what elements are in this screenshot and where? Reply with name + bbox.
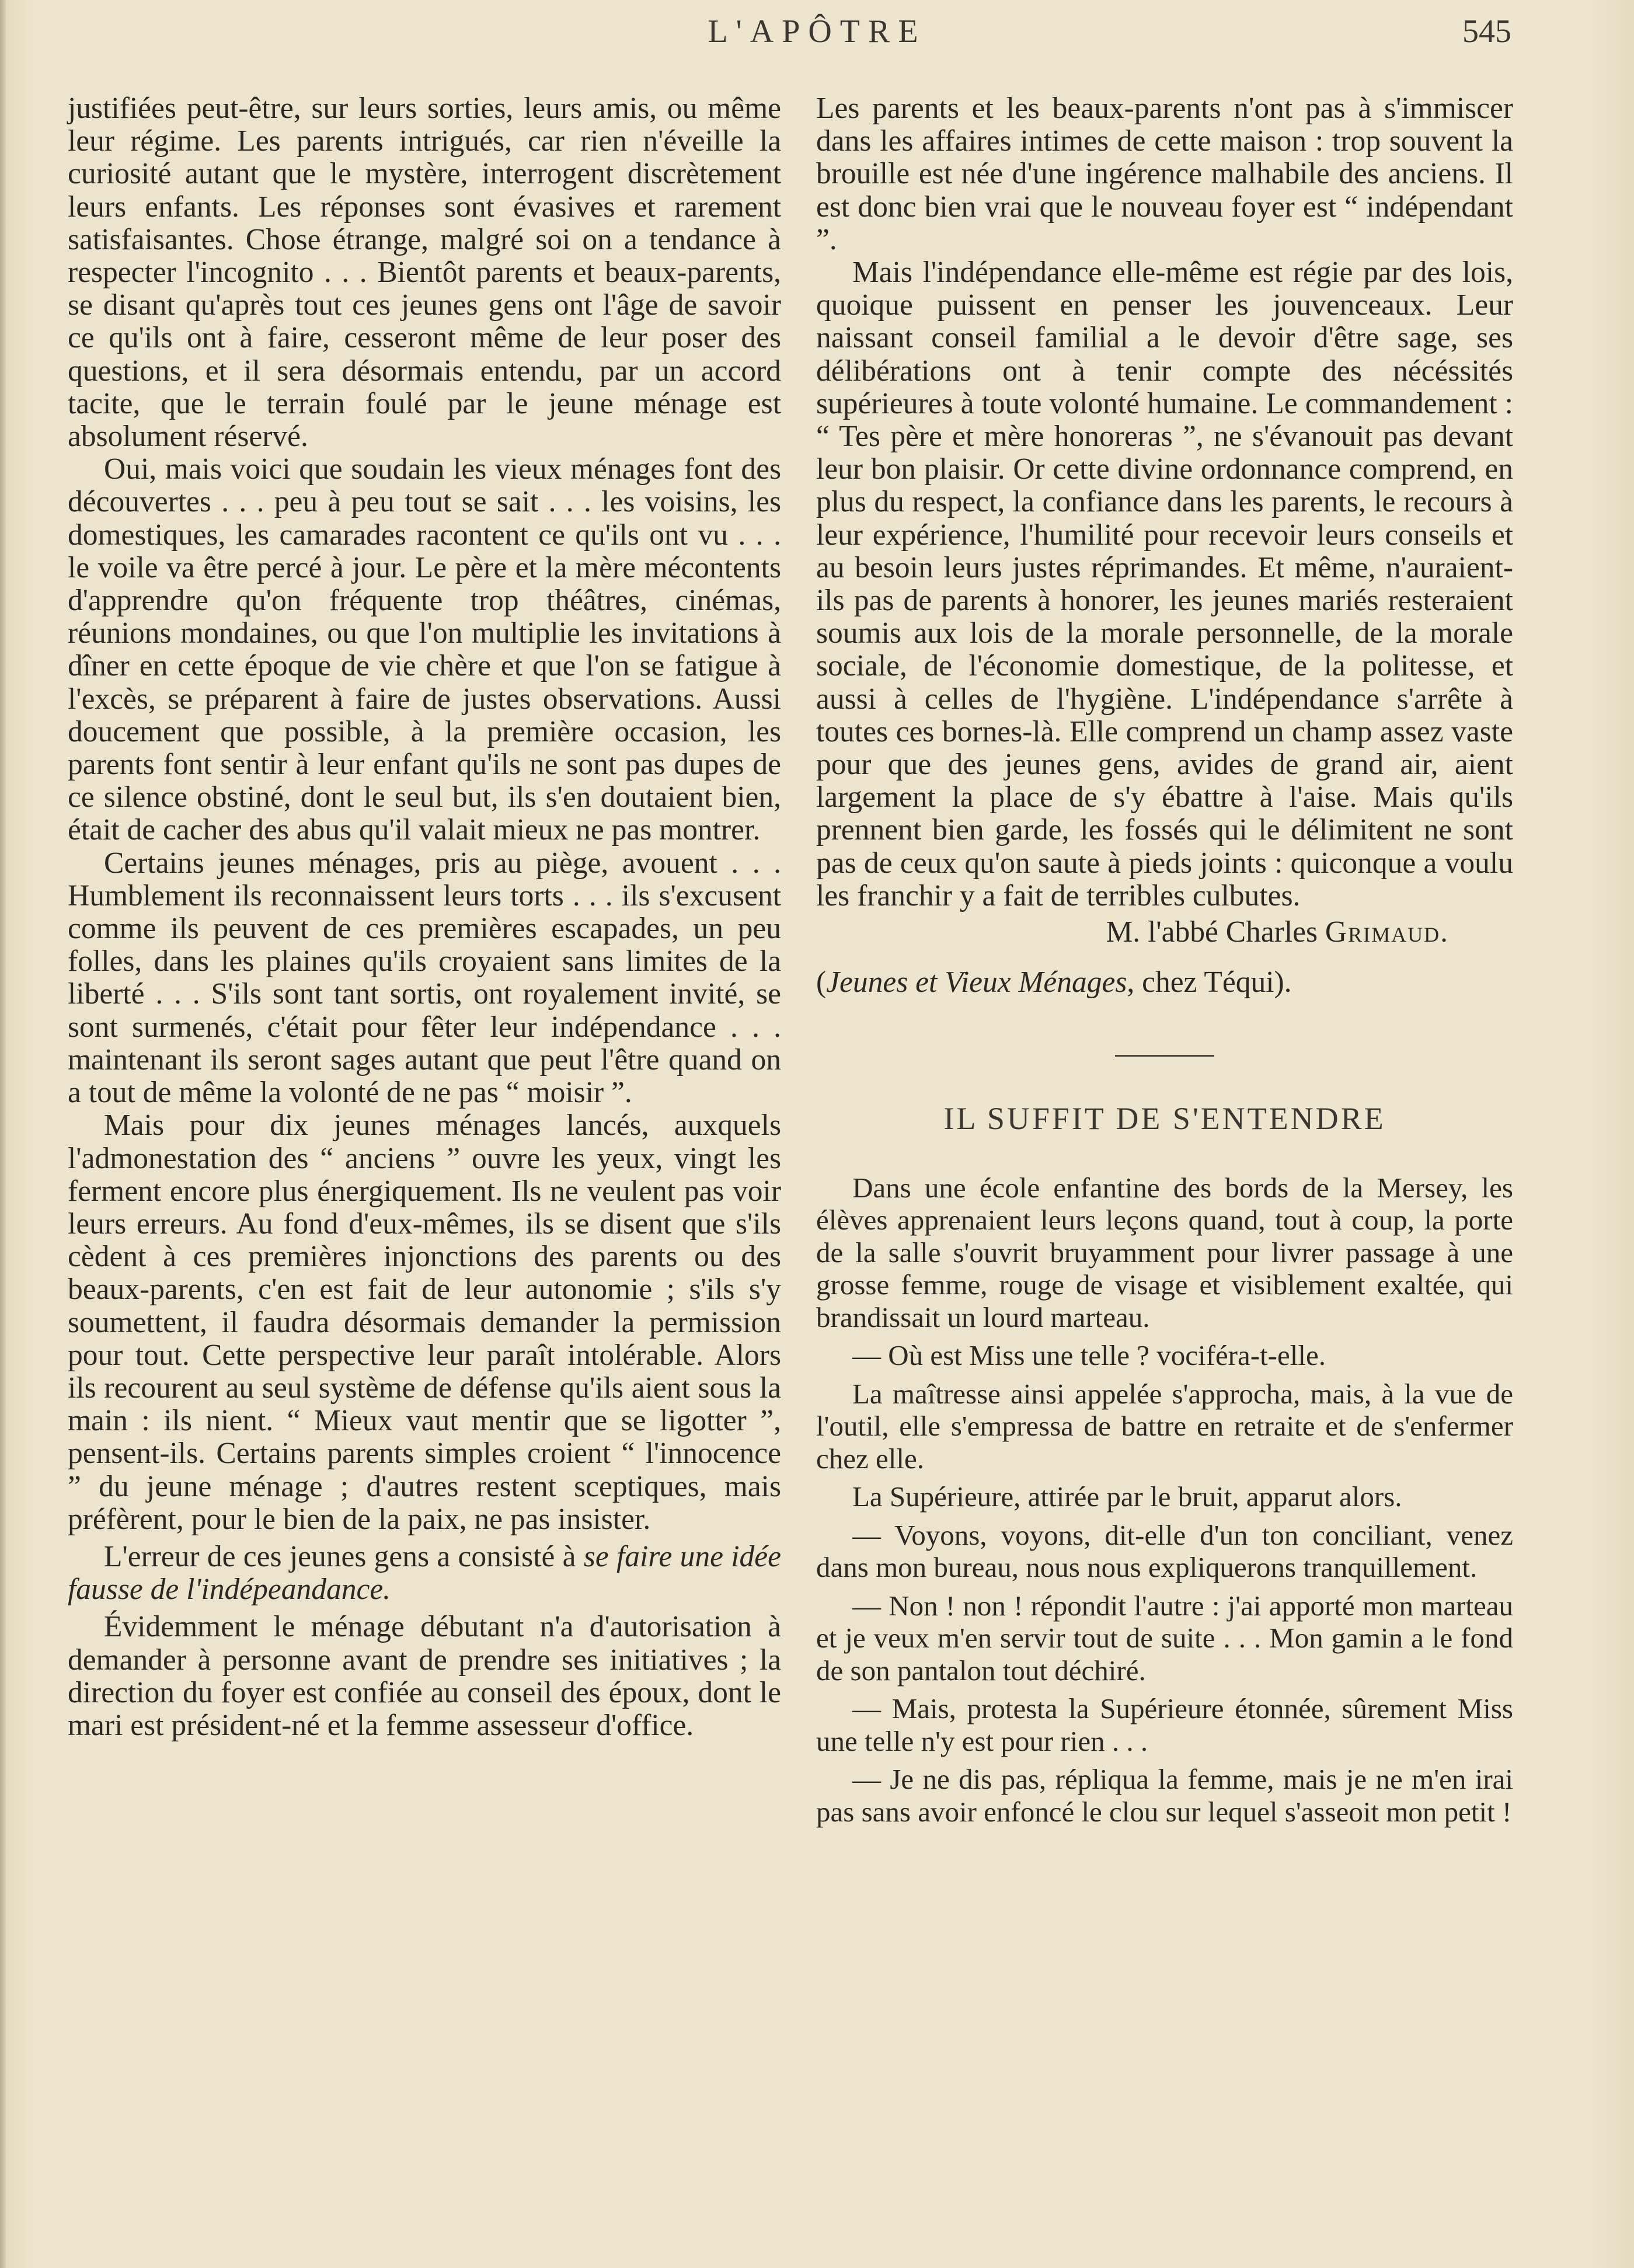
paragraph: justifiées peut-être, sur leurs sorties, leurs amis, ou même leur régime. Les parents intrigués, car rien n'éveille la curiosité autant que le mystère, interrogent discrètement leurs enfants. Les réponses sont évasives et rarement satisfaisantes. Chose étrange, malgré soi on a tendance à respecter l'incognito . . . Bientôt parents et beaux-parents, se disant qu'après tout ces jeunes gens ont l'âge de savoir ce qu'ils ont à faire, cesseront même de leur poser des questions, et il sera désormais entendu, par un accord tacite, que le terrain foulé par le jeune ménage est absolument réservé. [68, 92, 781, 454]
story-paragraph: — Je ne dis pas, répliqua la femme, mais je ne m'en irai pas sans avoir enfoncé le clou sur lequel s'asseoit mon petit ! [816, 1763, 1513, 1828]
story [816, 1172, 1513, 1828]
page-edge-shadow [0, 0, 6, 2268]
story-paragraph: — Non ! non ! répondit l'autre : j'ai apporté mon marteau et je veux m'en servir tout de suite . . . Mon gamin a le fond de son pantalon tout déchiré. [816, 1589, 1513, 1687]
story-paragraph: — Où est Miss une telle ? vociféra-t-elle. [852, 1339, 1326, 1372]
story-paragraph: La maîtresse ainsi appelée s'approcha, mais, à la vue de l'outil, elle s'empressa de battre en retraite et de s'enfermer chez elle. [816, 1377, 1513, 1475]
author-signature [816, 916, 1513, 949]
paragraph: Les parents et les beaux-parents n'ont pas à s'immiscer dans les affaires intimes de cette maison : trop souvent la brouille est née d'une ingérence malhabile des anciens. Il est donc bien vrai que le nouveau foyer est “ indépendant ”. [816, 92, 1513, 256]
paragraph: Évidemment le ménage débutant n'a d'autorisation à demander à personne avant de prendre ses initiatives ; la direction du foyer est confiée au conseil des époux, dont le mari est président-né et la femme assesseur d'office. [68, 1610, 781, 1742]
running-title: L'APÔTRE [708, 13, 926, 50]
story-paragraph: La Supérieure, attirée par le bruit, apparut alors. [852, 1480, 1402, 1513]
emphasis: se faire une idée fausse de l'indépeandance. [68, 1539, 781, 1607]
section-divider [1115, 1055, 1214, 1057]
paragraph [68, 1541, 781, 1606]
source-rest: , chez Téqui). [1127, 966, 1292, 999]
paragraph: Certains jeunes ménages, pris au piège, avouent . . . Humblement ils reconnaissent leurs torts . . . ils s'excusent comme ils peuvent de ces premières escapades, un peu folles, dans les plaines qu'ils croyaient sans limites de la liberté . . . S'ils sont tant sortis, ont royalement invité, se sont surmenés, c'était pour fêter leur indépendance . . . maintenant ils seront sages autant que peut l'être quand on a tout de même la volonté de ne pas “ moisir ”. [68, 846, 781, 1110]
story-paragraph: — Mais, protesta la Supérieure étonnée, sûrement Miss une telle n'y est pour rien . . . [816, 1692, 1513, 1757]
paragraph: Oui, mais voici que soudain les vieux ménages font des découvertes . . . peu à peu tout se sait . . . les voisins, les domestiques, les camarades racontent ce qu'ils ont vu . . . le voile va être percé à jour. Le père et la mère mécontents d'apprendre qu'on fréquente trop théâtres, cinémas, réunions mondaines, ou que l'on multiplie les invitations à dîner en cette époque de vie chère et que l'on se fatigue à l'excès, se préparent à faire de justes observations. Aussi doucement que possible, à la première occasion, les parents font sentir à leur enfant qu'ils ne sont pas dupes de ce silence obstiné, dont le seul but, ils s'en doutaient bien, était de cacher des abus qu'il valait mieux ne pas montrer. [68, 452, 781, 847]
section-title: IL SUFFIT DE S'ENTENDRE [943, 1101, 1386, 1137]
story-paragraph: Dans une école enfantine des bords de la Mersey, les élèves apprenaient leurs leçons quand, tout à coup, la porte de la salle s'ouvrit bruyamment pour livrer passage à une grosse femme, rouge de visage et visiblement exaltée, qui brandissait un lourd marteau. [816, 1171, 1513, 1333]
paragraph-lead: L'erreur de ces jeunes gens a consisté à [104, 1539, 584, 1573]
signature-name: Grimaud. [1325, 915, 1449, 949]
left-column [68, 92, 781, 1742]
paragraph: Mais l'indépendance elle-même est régie par des lois, quoique puissent en penser les jouvenceaux. Leur naissant conseil familial a le devoir d'être sage, ses délibérations ont à tenir compte des nécéssités supérieures à toute volonté humaine. Le commandement : “ Tes père et mère honoreras ”, ne s'évanouit pas devant leur bon plaisir. Or cette divine ordonnance comprend, en plus du respect, la confiance dans les parents, le recours à leur expérience, l'humilité pour recevoir leurs conseils et au besoin leurs justes réprimandes. Et même, n'auraient-ils pas de parents à honorer, les jeunes mariés resteraient soumis aux lois de la morale personnelle, de la morale sociale, de l'économie domestique, de la politesse, et aussi à celles de l'hygiène. L'indépendance s'arrête à toutes ces bornes-là. Elle comprend un champ assez vaste pour que des jeunes gens, avides de grand air, aient largement la place de s'y ébattre à l'aise. Mais qu'ils prennent bien garde, les fossés qui le délimitent ne sont pas de ceux qu'on saute à pieds joints : quiconque a voulu les franchir y a fait de terribles culbutes. [816, 256, 1513, 912]
right-column [816, 92, 1513, 1828]
page-number: 545 [1462, 13, 1511, 50]
source-citation [816, 966, 1513, 999]
running-head [0, 13, 1634, 60]
source-open: ( [816, 966, 827, 999]
paragraph: Mais pour dix jeunes ménages lancés, auxquels l'admonestation des “ anciens ” ouvre les yeux, vingt les ferment encore plus énergiquement. Ils ne veulent pas voir leurs erreurs. Au fond d'eux-mêmes, ils se disent que s'ils cèdent à ces premières injonctions des parents ou des beaux-parents, c'en est fait de leur autonomie ; s'ils s'y soumettent, il faudra désormais demander la permission pour tout. Cette perspective leur paraît intolérable. Alors ils recourent au seul système de défense qu'ils aient sous la main : ils nient. “ Mieux vaut mentir que se ligotter ”, pensent-ils. Certains parents simples croient “ l'innocence ” du jeune ménage ; d'autres restent sceptiques, mais préfèrent, pour le bien de la paix, ne pas insister. [68, 1109, 781, 1536]
source-title: Jeunes et Vieux Ménages [826, 966, 1127, 999]
signature-prefix: M. l'abbé Charles [1106, 915, 1325, 949]
story-paragraph: — Voyons, voyons, dit-elle d'un ton conciliant, venez dans mon bureau, nous nous expliquerons tranquillement. [816, 1518, 1513, 1584]
